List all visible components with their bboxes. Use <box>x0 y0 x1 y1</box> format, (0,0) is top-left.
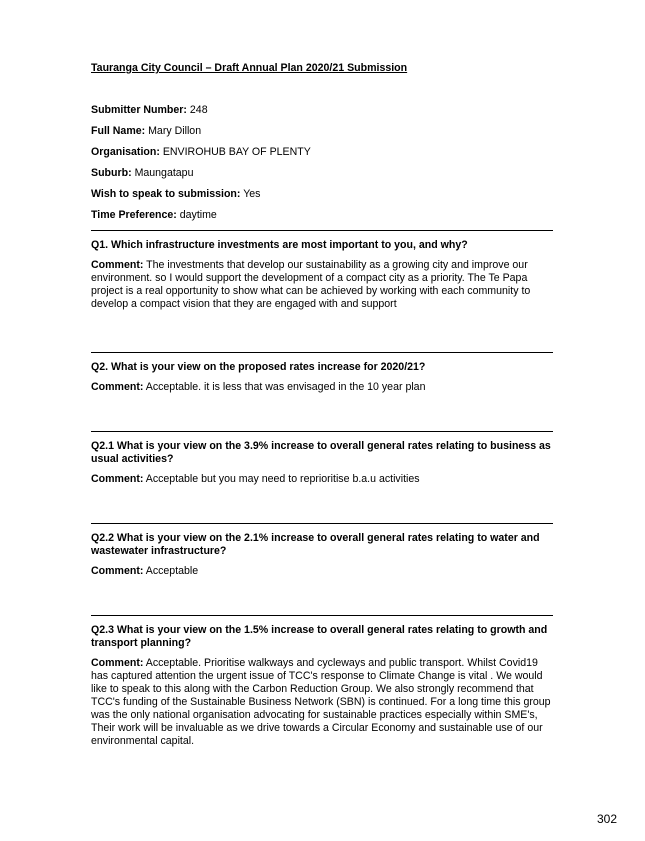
time-preference: Time Preference: daytime <box>91 209 217 221</box>
question-block <box>91 431 553 486</box>
comment-text: Comment: Acceptable but you may need to reprioritise b.a.u activities <box>91 473 420 485</box>
question-block <box>91 352 553 394</box>
question-text: Q2.2 What is your view on the 2.1% increase to overall general rates relating to water and wastewater infrastructure? <box>91 532 540 557</box>
divider <box>91 523 553 524</box>
question-text: Q1. Which infrastructure investments are most important to you, and why? <box>91 239 468 251</box>
question-block <box>91 523 553 578</box>
full-name: Full Name: Mary Dillon <box>91 125 202 137</box>
question-text: Q2.3 What is your view on the 1.5% increase to overall general rates relating to growth and transport planning? <box>91 624 548 649</box>
divider <box>91 352 553 353</box>
document-page <box>91 62 553 748</box>
divider <box>91 431 553 432</box>
comment-text: Comment: Acceptable. Prioritise walkways and cycleways and public transport. Whilst Covid19 has captured attention the urgent issue of TCC's response to Climate Change is vital . We would like to speak to this along with the Carbon Reduction Group. We also strongly recommend that TCC's funding of the Sustainable Business Network (SBN) is continued. For a long time this group was the only national organisation advocating for sustainable practices especially within SME's, Their work will be invaluable as we drive towards a Circular Economy and sustainable use of our environmental capital. <box>91 657 551 747</box>
page-title: Tauranga City Council – Draft Annual Plan 2020/21 Submission <box>91 62 408 74</box>
question-text: Q2. What is your view on the proposed rates increase for 2020/21? <box>91 361 426 373</box>
comment-text: Comment: Acceptable. it is less that was envisaged in the 10 year plan <box>91 381 426 393</box>
comment-text: Comment: The investments that develop our sustainability as a growing city and improve our environment. so I would support the development of a compact city as a priority. The Te Papa project is a real opportunity to show what can be achieved by working with each community to develop a compact vision that they are engaged with and support <box>91 259 531 310</box>
organisation: Organisation: ENVIROHUB BAY OF PLENTY <box>91 146 311 158</box>
submitter-details <box>91 104 553 222</box>
question-block <box>91 230 553 311</box>
comment-text: Comment: Acceptable <box>91 565 199 577</box>
wish-to-speak: Wish to speak to submission: Yes <box>91 188 261 200</box>
divider <box>91 615 553 616</box>
divider <box>91 230 553 231</box>
question-block <box>91 615 553 748</box>
suburb: Suburb: Maungatapu <box>91 167 194 179</box>
submitter-number: Submitter Number: 248 <box>91 104 208 116</box>
question-text: Q2.1 What is your view on the 3.9% increase to overall general rates relating to business as usual activities? <box>91 440 551 465</box>
page-number: 302 <box>597 812 618 826</box>
